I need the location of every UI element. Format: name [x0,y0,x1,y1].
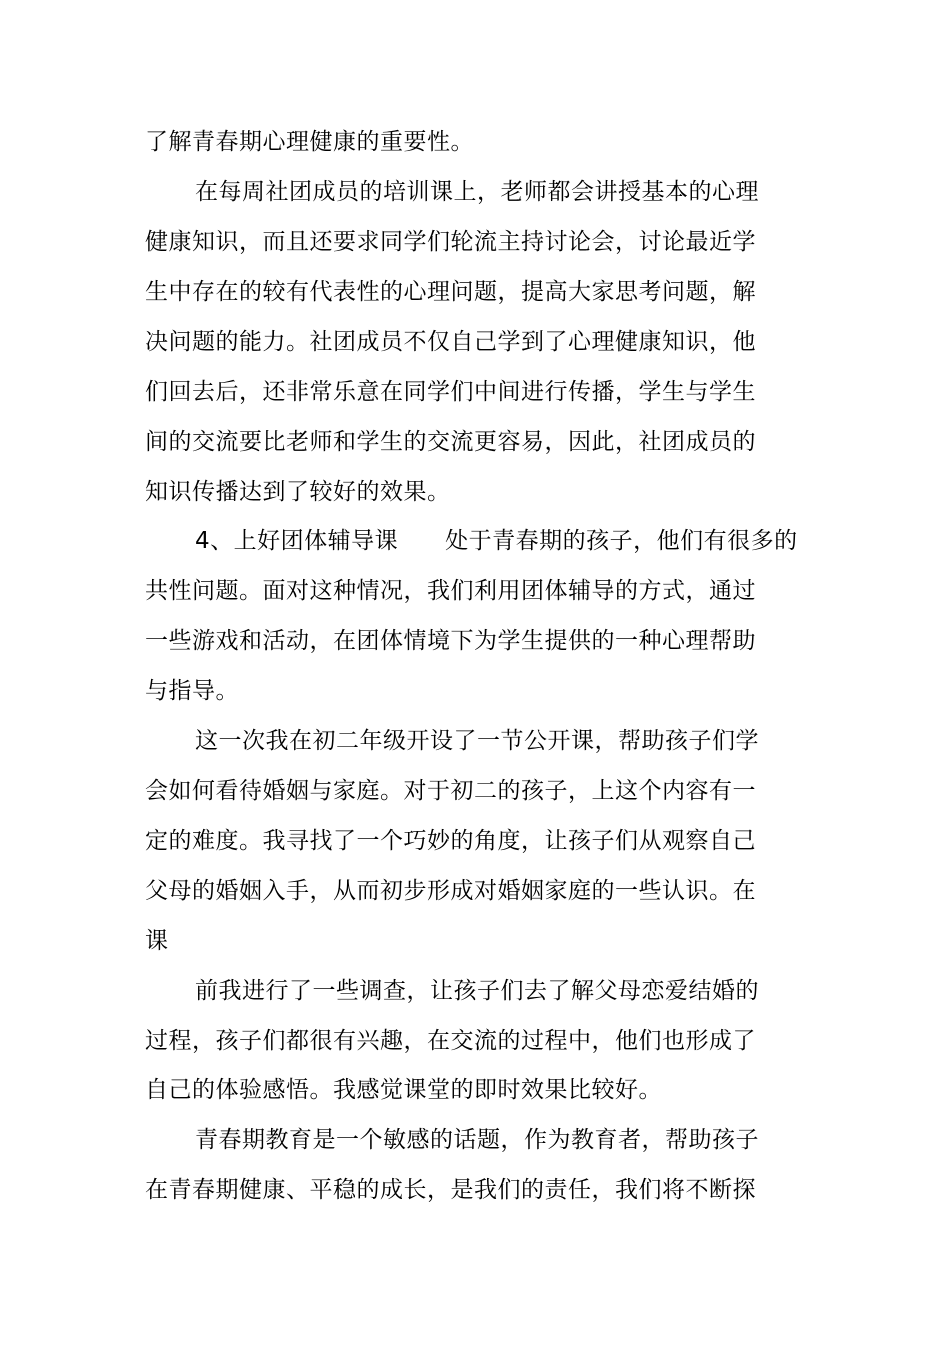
text-line: 课 [145,928,169,954]
text-line: 生中存在的较有代表性的心理问题，提高大家思考问题，解 [145,279,756,305]
text-line: 这一次我在初二年级开设了一节公开课，帮助孩子们学 [195,728,759,754]
text-line: 自己的体验感悟。我感觉课堂的即时效果比较好。 [145,1077,662,1103]
text-line: 在每周社团成员的培训课上，老师都会讲授基本的心理 [195,179,759,205]
text-line: 共性问题。面对这种情况，我们利用团体辅导的方式，通过 [145,578,756,604]
text-line: 们回去后，还非常乐意在同学们中间进行传播，学生与学生 [145,379,756,405]
text-line: 在青春期健康、平稳的成长，是我们的责任，我们将不断探 [145,1177,756,1203]
text-line: 前我进行了一些调查，让孩子们去了解父母恋爱结婚的 [195,978,759,1004]
text-line: 青春期教育是一个敏感的话题，作为教育者，帮助孩子 [195,1127,759,1153]
text-line: 知识传播达到了较好的效果。 [145,479,451,505]
text-line: 4、上好团体辅导课 处于青春期的孩子，他们有很多的 [195,528,798,554]
text-line: 父母的婚姻入手，从而初步形成对婚姻家庭的一些认识。在 [145,878,756,904]
text-line: 会如何看待婚姻与家庭。对于初二的孩子，上这个内容有一 [145,778,756,804]
text-line: 定的难度。我寻找了一个巧妙的角度，让孩子们从观察自己 [145,828,756,854]
text-line: 过程，孩子们都很有兴趣，在交流的过程中，他们也形成了 [145,1028,756,1054]
text-line: 决问题的能力。社团成员不仅自己学到了心理健康知识，他 [145,329,756,355]
text-line: 与指导。 [145,678,239,704]
text-line: 一些游戏和活动，在团体情境下为学生提供的一种心理帮助 [145,628,756,654]
text-line: 间的交流要比老师和学生的交流更容易，因此，社团成员的 [145,429,756,455]
text-line: 了解青春期心理健康的重要性。 [145,129,474,155]
text-line: 健康知识，而且还要求同学们轮流主持讨论会，讨论最近学 [145,229,756,255]
